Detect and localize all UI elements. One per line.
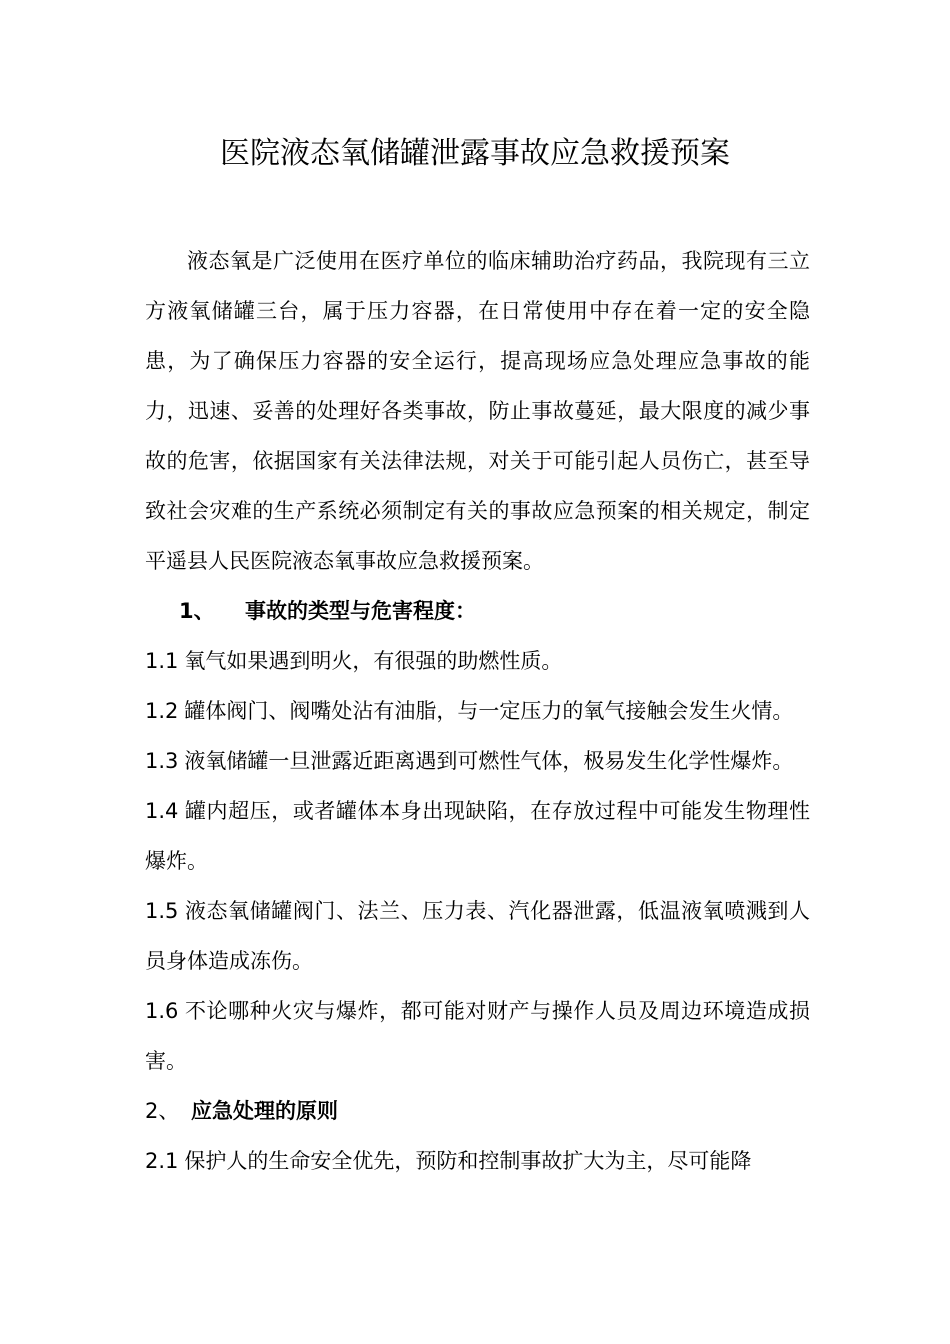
document-body bbox=[145, 236, 810, 1186]
item-number: 1.4 bbox=[145, 799, 179, 823]
intro-paragraph: 液态氧是广泛使用在医疗单位的临床辅助治疗药品，我院现有三立方液氧储罐三台，属于压力容器，在日常使用中存在着一定的安全隐患，为了确保压力容器的安全运行，提高现场应急处理应急事故的能力，迅速、妥善的处理好各类事故，防止事故蔓延，最大限度的减少事故的危害，依据国家有关法律法规，对关于可能引起人员伤亡，甚至导致社会灾难的生产系统必须制定有关的事故应急预案的相关规定，制定平遥县人民医院液态氧事故应急救援预案。 bbox=[145, 249, 810, 573]
list-item-1-1 bbox=[145, 636, 810, 686]
section-1-title: 事故的类型与危害程度： bbox=[245, 599, 476, 623]
list-item-1-5 bbox=[145, 886, 810, 986]
item-number: 1.6 bbox=[145, 999, 179, 1023]
list-item-1-4 bbox=[145, 786, 810, 886]
item-number: 1.5 bbox=[145, 899, 179, 923]
section-2-number: 2、 bbox=[145, 1099, 180, 1123]
item-text: 罐内超压，或者罐体本身出现缺陷，在存放过程中可能发生物理性爆炸。 bbox=[145, 799, 810, 873]
section-1-number: 1、 bbox=[179, 599, 215, 623]
section-2-title: 应急处理的原则 bbox=[191, 1099, 338, 1123]
document-title: 医院液态氧储罐泄露事故应急救援预案 bbox=[220, 136, 730, 172]
list-item-1-6 bbox=[145, 986, 810, 1086]
item-number: 2.1 bbox=[145, 1149, 179, 1173]
item-text: 保护人的生命安全优先，预防和控制事故扩大为主，尽可能降 bbox=[184, 1149, 752, 1173]
section-2-heading bbox=[145, 1086, 810, 1136]
list-item-1-3 bbox=[145, 736, 810, 786]
list-item-2-1 bbox=[145, 1136, 810, 1186]
item-text: 氧气如果遇到明火，有很强的助燃性质。 bbox=[184, 649, 563, 673]
item-number: 1.1 bbox=[145, 649, 179, 673]
item-text: 液氧储罐一旦泄露近距离遇到可燃性气体，极易发生化学性爆炸。 bbox=[184, 749, 794, 773]
section-1-heading bbox=[145, 586, 810, 636]
item-number: 1.2 bbox=[145, 699, 179, 723]
item-text: 不论哪种火灾与爆炸，都可能对财产与操作人员及周边环境造成损害。 bbox=[145, 999, 810, 1073]
item-text: 液态氧储罐阀门、法兰、压力表、汽化器泄露，低温液氧喷溅到人员身体造成冻伤。 bbox=[145, 899, 810, 973]
item-number: 1.3 bbox=[145, 749, 179, 773]
item-text: 罐体阀门、阀嘴处沾有油脂，与一定压力的氧气接触会发生火情。 bbox=[184, 699, 794, 723]
list-item-1-2 bbox=[145, 686, 810, 736]
